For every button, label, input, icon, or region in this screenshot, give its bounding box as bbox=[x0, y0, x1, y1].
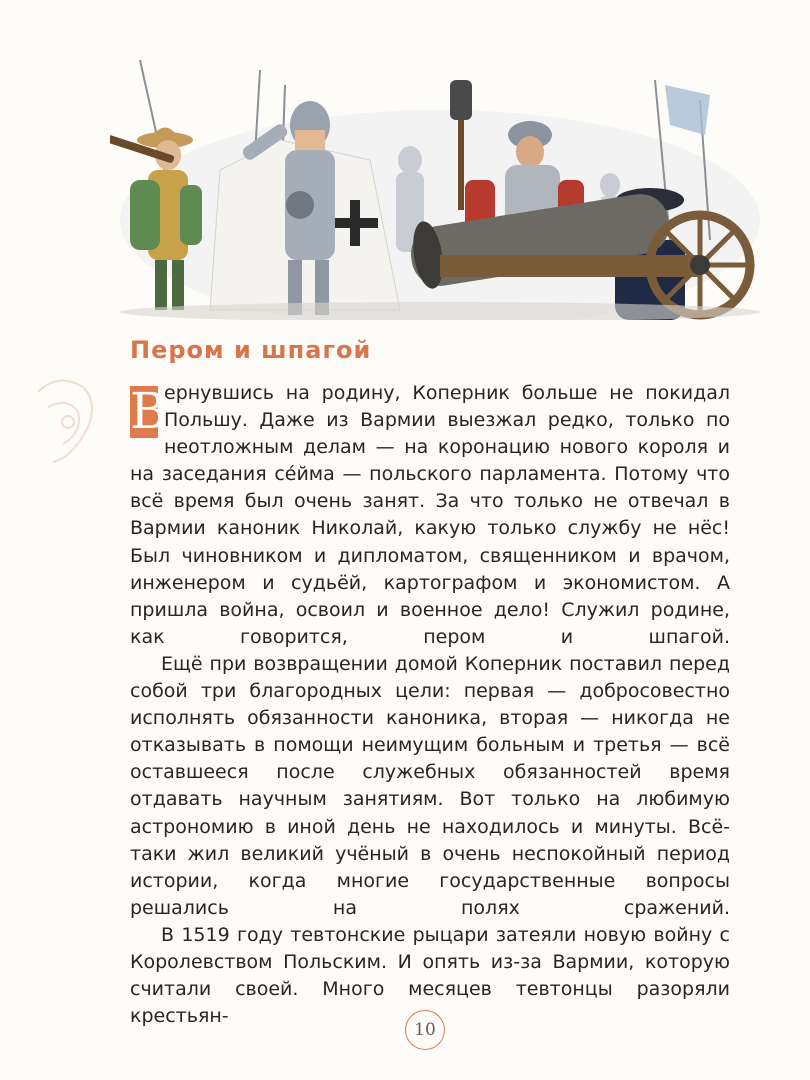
knights-illustration bbox=[110, 40, 760, 320]
page-number: 10 bbox=[405, 1010, 445, 1050]
watermark-ornament bbox=[28, 372, 108, 472]
article-body bbox=[130, 380, 730, 1030]
drop-cap: В bbox=[130, 382, 167, 440]
paragraph-1: В ернувшись на родину, Коперник больше не покидал Польшу. Даже из Вармии выезжал редко, только по неотложным делам — на коронацию нового короля и на заседания се́йма — польского парламента. Потому что всё время был очень занят. За что только не отвечал в Вармии каноник Николай, какую только службу не нёс! Был чиновником и дипломатом, священником и врачом, инженером и судьёй, картографом и экономистом. А пришла война, освоил и военное дело! Служил родине, как говорится, пером и шпагой. bbox=[130, 382, 730, 648]
section-heading: Пером и шпагой bbox=[130, 336, 372, 364]
paragraph-2: Ещё при возвращении домой Коперник поставил перед собой три благородных цели: первая — добросовестно исполнять обязанности каноника, вторая — никогда не отказывать в помощи неимущим больным и третья — всё оставшееся после служебных обязанностей время отдавать научным занятиям. Вот только на любимую астрономию в иной день не находилось и минуты. Всё-таки жил великий учёный в очень неспокойный период истории, когда многие государственные вопросы решались на полях сражений. bbox=[130, 652, 730, 919]
paragraph-3: В 1519 году тевтонские рыцари затеяли новую войну с Королевством Польским. И опять из-за Вармии, которую считали своей. Много месяцев тевтонцы разоряли крестьян- bbox=[130, 923, 730, 1028]
